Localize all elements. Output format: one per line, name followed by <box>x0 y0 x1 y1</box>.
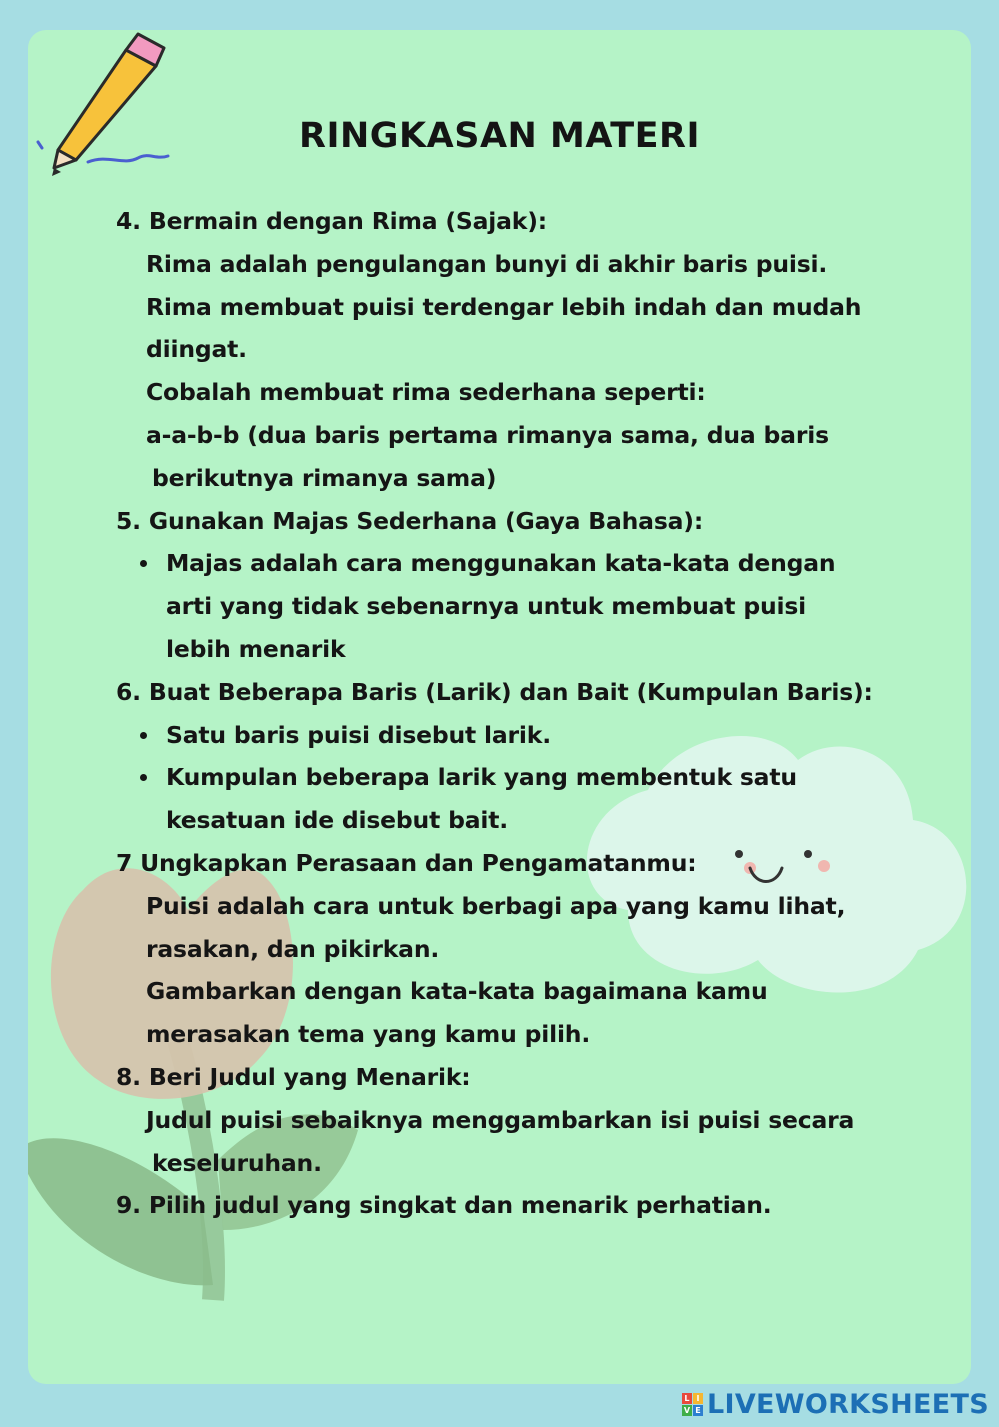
body-line: merasakan tema yang kamu pilih. <box>146 1020 591 1049</box>
body-line: berikutnya rimanya sama) <box>152 463 497 492</box>
brand-name: LIVEWORKSHEETS <box>706 1388 989 1420</box>
body-line: Gambarkan dengan kata-kata bagaimana kamu <box>146 977 768 1006</box>
bullet-item: Kumpulan beberapa larik yang membentuk satu <box>116 756 956 799</box>
liveworksheets-logo-icon: L I V E <box>682 1393 703 1416</box>
section-heading-4: 4. Bermain dengan Rima (Sajak): <box>116 207 547 235</box>
summary-content <box>116 200 956 1227</box>
page-title: RINGKASAN MATERI <box>299 116 700 156</box>
body-line: Puisi adalah cara untuk berbagi apa yang kamu lihat, <box>146 891 846 920</box>
section-heading-6: 6. Buat Beberapa Baris (Larik) dan Bait (Kumpulan Baris): <box>116 677 873 706</box>
section-heading-7: 7 Ungkapkan Perasaan dan Pengamatanmu: <box>116 848 697 877</box>
section-heading-8: 8. Beri Judul yang Menarik: <box>116 1062 471 1091</box>
body-line: Judul puisi sebaiknya menggambarkan isi puisi secara <box>146 1105 855 1134</box>
bullet-item: Majas adalah cara menggunakan kata-kata dengan <box>116 542 956 585</box>
liveworksheets-watermark <box>682 1386 989 1422</box>
worksheet-card <box>28 30 971 1384</box>
body-line: Rima adalah pengulangan bunyi di akhir baris puisi. <box>146 249 828 278</box>
body-line: Cobalah membuat rima sederhana seperti: <box>146 378 706 407</box>
body-line: diingat. <box>146 335 247 364</box>
pencil-icon <box>28 30 188 180</box>
body-line: keseluruhan. <box>152 1148 322 1177</box>
section-heading-5: 5. Gunakan Majas Sederhana (Gaya Bahasa): <box>116 506 704 535</box>
bullet-continuation: arti yang tidak sebenarnya untuk membuat puisi <box>166 592 806 621</box>
bullet-continuation: lebih menarik <box>166 634 346 663</box>
body-line: Rima membuat puisi terdengar lebih indah dan mudah <box>146 292 862 321</box>
bullet-continuation: kesatuan ide disebut bait. <box>166 806 508 835</box>
bullet-item: Satu baris puisi disebut larik. <box>116 714 956 757</box>
section-heading-9: 9. Pilih judul yang singkat dan menarik perhatian. <box>116 1191 772 1220</box>
body-line: rasakan, dan pikirkan. <box>146 934 440 963</box>
body-line: a-a-b-b (dua baris pertama rimanya sama, dua baris <box>146 420 829 449</box>
